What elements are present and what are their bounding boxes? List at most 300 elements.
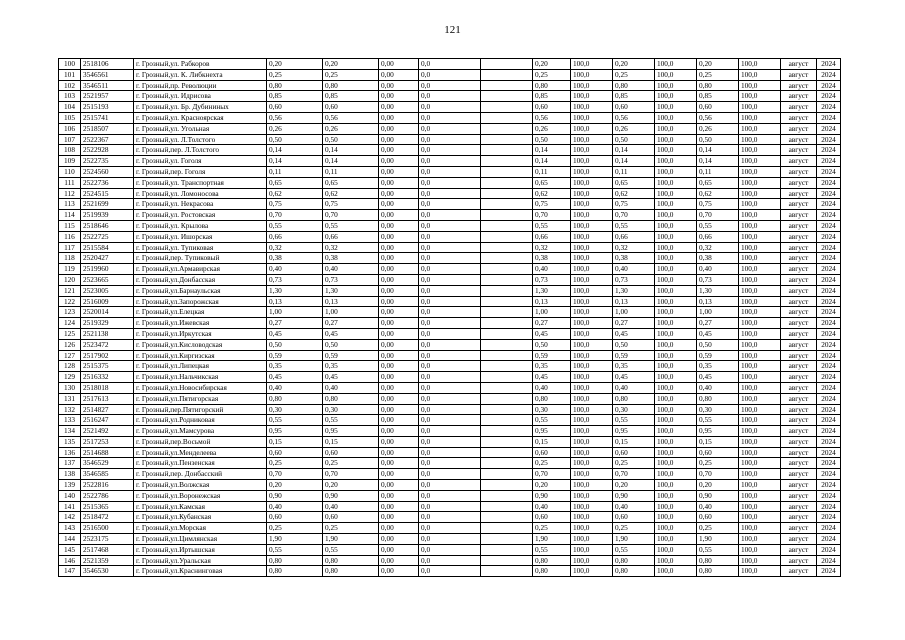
month-cell: август — [781, 102, 817, 113]
value-cell: 0,00 — [379, 555, 419, 566]
value-cell: 0,20 — [613, 59, 655, 70]
value-cell: 0,35 — [267, 361, 323, 372]
empty-cell — [481, 264, 533, 275]
value-cell: 0,15 — [323, 436, 379, 447]
address-cell: г. Грозный,ул.Новосибирская — [134, 382, 267, 393]
value-cell: 0,00 — [379, 145, 419, 156]
value-cell: 0,56 — [533, 112, 571, 123]
month-cell: август — [781, 166, 817, 177]
value-cell: 0,27 — [533, 318, 571, 329]
empty-cell — [481, 361, 533, 372]
table-row — [59, 307, 841, 318]
value-cell: 1,00 — [267, 307, 323, 318]
percent-cell: 100,0 — [739, 112, 781, 123]
percent-cell: 100,0 — [739, 253, 781, 264]
month-cell: август — [781, 404, 817, 415]
year-cell: 2024 — [817, 339, 841, 350]
empty-cell — [481, 480, 533, 491]
year-cell: 2024 — [817, 415, 841, 426]
row-number-cell: 126 — [59, 339, 81, 350]
empty-cell — [481, 59, 533, 70]
value-cell: 0,55 — [613, 220, 655, 231]
value-cell: 0,65 — [267, 177, 323, 188]
value-cell: 0,0 — [419, 112, 481, 123]
percent-cell: 100,0 — [739, 264, 781, 275]
percent-cell: 100,0 — [571, 544, 613, 555]
value-cell: 0,73 — [697, 274, 739, 285]
year-cell: 2024 — [817, 469, 841, 480]
object-code-cell: 2516247 — [81, 415, 134, 426]
value-cell: 0,55 — [533, 220, 571, 231]
value-cell: 0,90 — [267, 490, 323, 501]
year-cell: 2024 — [817, 274, 841, 285]
value-cell: 0,65 — [613, 177, 655, 188]
percent-cell: 100,0 — [739, 393, 781, 404]
table-row — [59, 318, 841, 329]
month-cell: август — [781, 382, 817, 393]
address-cell: г. Грозный,ул.Киргизская — [134, 350, 267, 361]
percent-cell: 100,0 — [655, 274, 697, 285]
address-cell: г. Грозный,ул. Крылова — [134, 220, 267, 231]
month-cell: август — [781, 534, 817, 545]
percent-cell: 100,0 — [571, 458, 613, 469]
percent-cell: 100,0 — [571, 156, 613, 167]
value-cell: 0,55 — [697, 544, 739, 555]
percent-cell: 100,0 — [655, 134, 697, 145]
value-cell: 0,26 — [697, 123, 739, 134]
percent-cell: 100,0 — [739, 382, 781, 393]
value-cell: 0,40 — [533, 501, 571, 512]
month-cell: август — [781, 134, 817, 145]
month-cell: август — [781, 361, 817, 372]
value-cell: 0,26 — [323, 123, 379, 134]
value-cell: 0,80 — [533, 566, 571, 577]
row-number-cell: 101 — [59, 69, 81, 80]
value-cell: 0,0 — [419, 361, 481, 372]
table-row — [59, 177, 841, 188]
value-cell: 0,65 — [323, 177, 379, 188]
row-number-cell: 124 — [59, 318, 81, 329]
object-code-cell: 2514827 — [81, 404, 134, 415]
year-cell: 2024 — [817, 307, 841, 318]
value-cell: 0,00 — [379, 253, 419, 264]
year-cell: 2024 — [817, 210, 841, 221]
value-cell: 0,38 — [697, 253, 739, 264]
percent-cell: 100,0 — [571, 199, 613, 210]
value-cell: 0,14 — [613, 156, 655, 167]
value-cell: 0,00 — [379, 361, 419, 372]
empty-cell — [481, 123, 533, 134]
value-cell: 0,50 — [533, 134, 571, 145]
row-number-cell: 132 — [59, 404, 81, 415]
value-cell: 0,70 — [613, 210, 655, 221]
table-row — [59, 285, 841, 296]
value-cell: 0,55 — [267, 544, 323, 555]
address-cell: г. Грозный,ул.Пензенская — [134, 458, 267, 469]
value-cell: 0,11 — [267, 166, 323, 177]
value-cell: 0,0 — [419, 59, 481, 70]
value-cell: 0,00 — [379, 501, 419, 512]
value-cell: 1,00 — [697, 307, 739, 318]
year-cell: 2024 — [817, 361, 841, 372]
address-cell: г. Грозный,ул. Гоголя — [134, 156, 267, 167]
value-cell: 0,20 — [323, 59, 379, 70]
percent-cell: 100,0 — [739, 534, 781, 545]
object-code-cell: 2516332 — [81, 372, 134, 383]
year-cell: 2024 — [817, 458, 841, 469]
value-cell: 0,60 — [613, 512, 655, 523]
percent-cell: 100,0 — [739, 285, 781, 296]
value-cell: 0,15 — [697, 436, 739, 447]
month-cell: август — [781, 350, 817, 361]
address-cell: г. Грозный,ул.Запорожская — [134, 296, 267, 307]
year-cell: 2024 — [817, 123, 841, 134]
value-cell: 0,66 — [323, 231, 379, 242]
row-number-cell: 128 — [59, 361, 81, 372]
table-row — [59, 210, 841, 221]
percent-cell: 100,0 — [655, 339, 697, 350]
value-cell: 0,11 — [613, 166, 655, 177]
object-code-cell: 2523665 — [81, 274, 134, 285]
address-cell: г. Грозный,ул. Красноярская — [134, 112, 267, 123]
address-cell: г. Грозный,ул.Армавирская — [134, 264, 267, 275]
percent-cell: 100,0 — [739, 231, 781, 242]
object-code-cell: 2518646 — [81, 220, 134, 231]
address-cell: г. Грозный,пер. Л.Толстого — [134, 145, 267, 156]
percent-cell: 100,0 — [571, 361, 613, 372]
value-cell: 0,45 — [533, 372, 571, 383]
value-cell: 0,40 — [697, 501, 739, 512]
value-cell: 0,40 — [323, 501, 379, 512]
object-code-cell: 2521699 — [81, 199, 134, 210]
address-cell: г. Грозный,пер. Тупиковый — [134, 253, 267, 264]
value-cell: 0,70 — [697, 469, 739, 480]
value-cell: 0,90 — [533, 490, 571, 501]
value-cell: 0,45 — [613, 328, 655, 339]
row-number-cell: 135 — [59, 436, 81, 447]
percent-cell: 100,0 — [739, 555, 781, 566]
row-number-cell: 102 — [59, 80, 81, 91]
percent-cell: 100,0 — [739, 59, 781, 70]
percent-cell: 100,0 — [571, 469, 613, 480]
value-cell: 0,25 — [323, 523, 379, 534]
year-cell: 2024 — [817, 177, 841, 188]
percent-cell: 100,0 — [571, 555, 613, 566]
value-cell: 0,13 — [697, 296, 739, 307]
value-cell: 0,60 — [323, 447, 379, 458]
percent-cell: 100,0 — [655, 80, 697, 91]
percent-cell: 100,0 — [655, 544, 697, 555]
value-cell: 0,27 — [697, 318, 739, 329]
value-cell: 0,14 — [697, 156, 739, 167]
value-cell: 0,55 — [323, 544, 379, 555]
percent-cell: 100,0 — [739, 566, 781, 577]
value-cell: 0,00 — [379, 231, 419, 242]
row-number-cell: 137 — [59, 458, 81, 469]
value-cell: 0,00 — [379, 490, 419, 501]
percent-cell: 100,0 — [655, 253, 697, 264]
value-cell: 0,85 — [697, 91, 739, 102]
value-cell: 0,62 — [533, 188, 571, 199]
address-cell: г. Грозный,ул.Краснинговая — [134, 566, 267, 577]
year-cell: 2024 — [817, 490, 841, 501]
value-cell: 0,00 — [379, 59, 419, 70]
row-number-cell: 104 — [59, 102, 81, 113]
table-row — [59, 361, 841, 372]
value-cell: 0,0 — [419, 372, 481, 383]
empty-cell — [481, 404, 533, 415]
value-cell: 0,85 — [323, 91, 379, 102]
value-cell: 0,0 — [419, 156, 481, 167]
month-cell: август — [781, 523, 817, 534]
empty-cell — [481, 469, 533, 480]
value-cell: 0,00 — [379, 69, 419, 80]
value-cell: 0,40 — [533, 382, 571, 393]
empty-cell — [481, 91, 533, 102]
value-cell: 0,0 — [419, 188, 481, 199]
year-cell: 2024 — [817, 328, 841, 339]
value-cell: 0,45 — [613, 372, 655, 383]
value-cell: 0,0 — [419, 501, 481, 512]
percent-cell: 100,0 — [571, 102, 613, 113]
value-cell: 0,45 — [533, 328, 571, 339]
value-cell: 0,62 — [697, 188, 739, 199]
object-code-cell: 2521957 — [81, 91, 134, 102]
value-cell: 0,45 — [697, 328, 739, 339]
value-cell: 0,25 — [267, 69, 323, 80]
empty-cell — [481, 69, 533, 80]
registry-table — [58, 58, 841, 577]
percent-cell: 100,0 — [571, 318, 613, 329]
empty-cell — [481, 166, 533, 177]
empty-cell — [481, 523, 533, 534]
year-cell: 2024 — [817, 69, 841, 80]
value-cell: 0,0 — [419, 102, 481, 113]
value-cell: 0,0 — [419, 253, 481, 264]
percent-cell: 100,0 — [655, 69, 697, 80]
row-number-cell: 119 — [59, 264, 81, 275]
value-cell: 0,38 — [267, 253, 323, 264]
row-number-cell: 106 — [59, 123, 81, 134]
percent-cell: 100,0 — [571, 490, 613, 501]
percent-cell: 100,0 — [571, 177, 613, 188]
value-cell: 0,59 — [613, 350, 655, 361]
value-cell: 0,50 — [323, 339, 379, 350]
row-number-cell: 140 — [59, 490, 81, 501]
empty-cell — [481, 253, 533, 264]
value-cell: 0,0 — [419, 231, 481, 242]
address-cell: г. Грозный,ул. Ломоносова — [134, 188, 267, 199]
address-cell: г. Грозный,ул. Л.Толстого — [134, 134, 267, 145]
value-cell: 0,0 — [419, 415, 481, 426]
value-cell: 0,14 — [533, 145, 571, 156]
object-code-cell: 2521492 — [81, 426, 134, 437]
address-cell: г. Грозный,ул.Менделеева — [134, 447, 267, 458]
percent-cell: 100,0 — [655, 534, 697, 545]
percent-cell: 100,0 — [655, 123, 697, 134]
percent-cell: 100,0 — [571, 166, 613, 177]
value-cell: 0,59 — [697, 350, 739, 361]
value-cell: 0,40 — [613, 264, 655, 275]
table-row — [59, 555, 841, 566]
table-row — [59, 69, 841, 80]
percent-cell: 100,0 — [655, 523, 697, 534]
object-code-cell: 2523175 — [81, 534, 134, 545]
empty-cell — [481, 393, 533, 404]
value-cell: 1,00 — [613, 307, 655, 318]
percent-cell: 100,0 — [655, 112, 697, 123]
row-number-cell: 120 — [59, 274, 81, 285]
year-cell: 2024 — [817, 350, 841, 361]
row-number-cell: 108 — [59, 145, 81, 156]
empty-cell — [481, 220, 533, 231]
value-cell: 0,14 — [533, 156, 571, 167]
value-cell: 0,55 — [613, 544, 655, 555]
object-code-cell: 3546561 — [81, 69, 134, 80]
empty-cell — [481, 134, 533, 145]
value-cell: 0,00 — [379, 123, 419, 134]
table-row — [59, 382, 841, 393]
empty-cell — [481, 382, 533, 393]
year-cell: 2024 — [817, 447, 841, 458]
percent-cell: 100,0 — [739, 480, 781, 491]
year-cell: 2024 — [817, 296, 841, 307]
address-cell: г. Грозный,ул.Елецкая — [134, 307, 267, 318]
value-cell: 0,60 — [697, 447, 739, 458]
empty-cell — [481, 566, 533, 577]
percent-cell: 100,0 — [655, 145, 697, 156]
address-cell: г. Грозный,ул.Нальчикская — [134, 372, 267, 383]
value-cell: 1,30 — [323, 285, 379, 296]
table-row — [59, 393, 841, 404]
value-cell: 0,00 — [379, 350, 419, 361]
value-cell: 0,26 — [267, 123, 323, 134]
value-cell: 0,25 — [613, 523, 655, 534]
object-code-cell: 2522736 — [81, 177, 134, 188]
value-cell: 1,90 — [613, 534, 655, 545]
table-row — [59, 253, 841, 264]
percent-cell: 100,0 — [571, 112, 613, 123]
value-cell: 0,70 — [267, 469, 323, 480]
table-row — [59, 134, 841, 145]
empty-cell — [481, 350, 533, 361]
table-row — [59, 199, 841, 210]
empty-cell — [481, 415, 533, 426]
address-cell: г. Грозный,ул.Барнаульская — [134, 285, 267, 296]
percent-cell: 100,0 — [571, 480, 613, 491]
object-code-cell: 2516009 — [81, 296, 134, 307]
value-cell: 0,0 — [419, 534, 481, 545]
value-cell: 0,20 — [613, 480, 655, 491]
address-cell: г. Грозный,ул.Иркутская — [134, 328, 267, 339]
value-cell: 0,35 — [697, 361, 739, 372]
value-cell: 0,56 — [613, 112, 655, 123]
address-cell: г. Грозный,ул.Морская — [134, 523, 267, 534]
value-cell: 0,32 — [533, 242, 571, 253]
value-cell: 0,35 — [613, 361, 655, 372]
empty-cell — [481, 436, 533, 447]
value-cell: 0,11 — [323, 166, 379, 177]
object-code-cell: 2523005 — [81, 285, 134, 296]
value-cell: 0,38 — [323, 253, 379, 264]
value-cell: 0,95 — [267, 426, 323, 437]
value-cell: 0,95 — [613, 426, 655, 437]
value-cell: 0,80 — [323, 566, 379, 577]
value-cell: 0,14 — [697, 145, 739, 156]
value-cell: 0,59 — [267, 350, 323, 361]
object-code-cell: 2518106 — [81, 59, 134, 70]
value-cell: 0,0 — [419, 555, 481, 566]
value-cell: 0,0 — [419, 318, 481, 329]
value-cell: 0,00 — [379, 274, 419, 285]
value-cell: 0,70 — [613, 469, 655, 480]
percent-cell: 100,0 — [739, 458, 781, 469]
table-row — [59, 156, 841, 167]
value-cell: 0,0 — [419, 285, 481, 296]
value-cell: 0,14 — [267, 156, 323, 167]
value-cell: 0,40 — [613, 501, 655, 512]
value-cell: 0,60 — [613, 447, 655, 458]
month-cell: август — [781, 501, 817, 512]
value-cell: 0,60 — [533, 512, 571, 523]
percent-cell: 100,0 — [571, 231, 613, 242]
percent-cell: 100,0 — [571, 382, 613, 393]
percent-cell: 100,0 — [655, 361, 697, 372]
percent-cell: 100,0 — [739, 199, 781, 210]
percent-cell: 100,0 — [655, 555, 697, 566]
object-code-cell: 2520014 — [81, 307, 134, 318]
value-cell: 0,80 — [323, 555, 379, 566]
value-cell: 0,20 — [323, 480, 379, 491]
address-cell: г. Грозный,ул. Ростовская — [134, 210, 267, 221]
empty-cell — [481, 199, 533, 210]
table-row — [59, 436, 841, 447]
percent-cell: 100,0 — [739, 307, 781, 318]
value-cell: 0,56 — [323, 112, 379, 123]
value-cell: 0,0 — [419, 123, 481, 134]
object-code-cell: 3546529 — [81, 458, 134, 469]
value-cell: 1,30 — [267, 285, 323, 296]
empty-cell — [481, 458, 533, 469]
table-row — [59, 264, 841, 275]
value-cell: 0,32 — [323, 242, 379, 253]
row-number-cell: 115 — [59, 220, 81, 231]
value-cell: 0,13 — [533, 296, 571, 307]
year-cell: 2024 — [817, 220, 841, 231]
empty-cell — [481, 285, 533, 296]
value-cell: 0,66 — [533, 231, 571, 242]
year-cell: 2024 — [817, 382, 841, 393]
value-cell: 0,55 — [533, 415, 571, 426]
value-cell: 0,60 — [323, 102, 379, 113]
month-cell: август — [781, 512, 817, 523]
object-code-cell: 2522816 — [81, 480, 134, 491]
percent-cell: 100,0 — [571, 534, 613, 545]
value-cell: 0,70 — [697, 210, 739, 221]
empty-cell — [481, 242, 533, 253]
address-cell: г. Грозный,пр. Революции — [134, 80, 267, 91]
value-cell: 0,0 — [419, 447, 481, 458]
value-cell: 0,45 — [323, 328, 379, 339]
percent-cell: 100,0 — [655, 393, 697, 404]
percent-cell: 100,0 — [739, 426, 781, 437]
value-cell: 0,73 — [613, 274, 655, 285]
percent-cell: 100,0 — [655, 296, 697, 307]
month-cell: август — [781, 210, 817, 221]
value-cell: 0,55 — [323, 220, 379, 231]
value-cell: 0,75 — [533, 199, 571, 210]
percent-cell: 100,0 — [571, 404, 613, 415]
